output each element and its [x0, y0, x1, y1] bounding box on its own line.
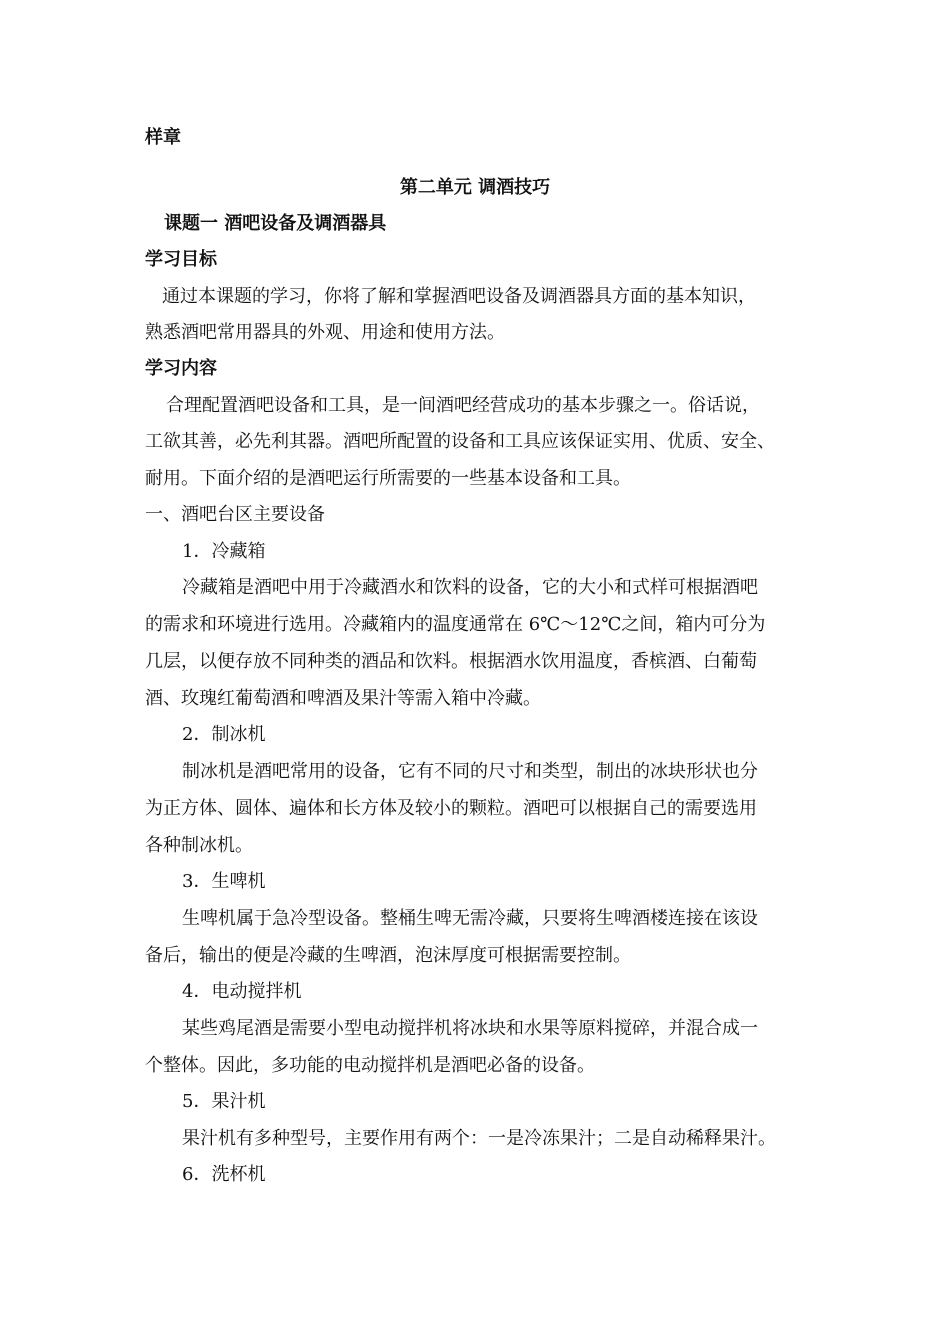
item-text-line: 制冰机是酒吧常用的设备，它有不同的尺寸和类型，制出的冰块形状也分 [182, 761, 758, 782]
intro-line: 耐用。下面介绍的是酒吧运行所需要的一些基本设备和工具。 [145, 468, 631, 489]
objectives-line: 通过本课题的学习，你将了解和掌握酒吧设备及调酒器具方面的基本知识， [162, 286, 756, 307]
item-title-draft-beer: 3．生啤机 [182, 871, 266, 892]
item-title-refrigerator: 1．冷藏箱 [182, 541, 266, 562]
topic-title: 课题一 酒吧设备及调酒器具 [164, 213, 387, 234]
item-title-glass-washer: 6．洗杯机 [182, 1164, 266, 1185]
item-text-line: 酒、玫瑰红葡萄酒和啤酒及果汁等需入箱中冷藏。 [145, 688, 541, 709]
item-title-blender: 4．电动搅拌机 [182, 981, 302, 1002]
section-title: 一、酒吧台区主要设备 [145, 504, 325, 525]
sample-label: 样章 [145, 127, 181, 148]
objectives-heading: 学习目标 [145, 249, 217, 270]
intro-line: 合理配置酒吧设备和工具，是一间酒吧经营成功的基本步骤之一。俗话说， [166, 395, 760, 416]
unit-title: 第二单元 调酒技巧 [399, 177, 551, 198]
intro-line: 工欲其善，必先利其器。酒吧所配置的设备和工具应该保证实用、优质、安全、 [145, 431, 775, 452]
item-text-line: 几层，以便存放不同种类的酒品和饮料。根据酒水饮用温度，香槟酒、白葡萄 [145, 651, 757, 672]
item-text-line: 个整体。因此，多功能的电动搅拌机是酒吧必备的设备。 [145, 1055, 595, 1076]
item-text-line: 某些鸡尾酒是需要小型电动搅拌机将冰块和水果等原料搅碎，并混合成一 [182, 1018, 758, 1039]
item-text-line: 各种制冰机。 [145, 835, 253, 856]
item-text-line: 冷藏箱是酒吧中用于冷藏酒水和饮料的设备，它的大小和式样可根据酒吧 [182, 577, 758, 598]
item-text-line: 备后，输出的便是冷藏的生啤酒，泡沫厚度可根据需要控制。 [145, 945, 631, 966]
item-text-line: 果汁机有多种型号，主要作用有两个：一是冷冻果汁；二是自动稀释果汁。 [182, 1128, 776, 1149]
item-text-line: 生啤机属于急冷型设备。整桶生啤无需冷藏，只要将生啤酒楼连接在该设 [182, 908, 758, 929]
content-heading: 学习内容 [145, 358, 217, 379]
item-text-line: 为正方体、圆体、遍体和长方体及较小的颗粒。酒吧可以根据自己的需要选用 [145, 798, 757, 819]
item-text-line: 的需求和环境进行选用。冷藏箱内的温度通常在 6℃～12℃之间，箱内可分为 [145, 614, 766, 635]
item-title-juicer: 5．果汁机 [182, 1091, 266, 1112]
item-title-ice-maker: 2．制冰机 [182, 724, 266, 745]
objectives-line: 熟悉酒吧常用器具的外观、用途和使用方法。 [145, 322, 505, 343]
